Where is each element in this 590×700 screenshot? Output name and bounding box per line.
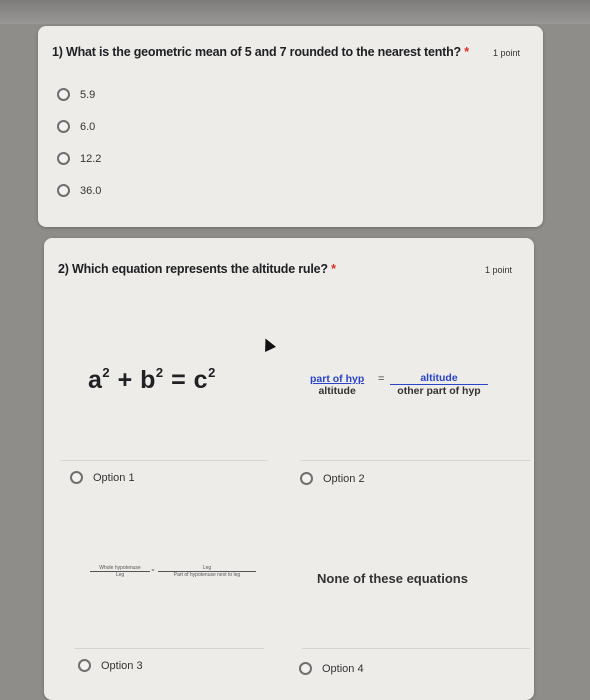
eq-b: b [140,366,156,394]
eq-plus: + [110,366,141,394]
eq-b-exponent: 2 [155,364,164,380]
radio-button-icon[interactable] [70,471,83,484]
top-edge [0,0,590,24]
q1-option-3[interactable] [57,152,101,165]
option-2-right-fraction [390,372,488,397]
option-3-left-fraction [90,565,150,578]
question-1-card [38,26,543,227]
option-3-left-numerator: Whole hypotenuse [90,565,150,572]
q2-option-4-label: Option 4 [322,662,364,675]
question-1-title [52,45,469,59]
radio-button-icon[interactable] [57,184,70,197]
option-2-right-numerator: altitude [390,372,488,385]
q1-option-1[interactable] [57,88,95,101]
q2-option-3-label: Option 3 [101,659,143,672]
option-3-right-fraction [158,565,256,578]
radio-button-icon[interactable] [57,120,70,133]
q2-option-2[interactable] [300,472,365,485]
option-1-underline [60,460,268,461]
q1-option-2[interactable] [57,120,95,133]
q2-option-1[interactable] [70,471,135,484]
question-2-text: 2) Which equation represents the altitude rule? [58,262,328,276]
q1-option-3-label: 12.2 [80,152,102,165]
q1-option-1-label: 5.9 [80,88,96,101]
option-2-left-numerator: part of hyp [310,373,365,385]
radio-button-icon[interactable] [57,88,70,101]
q1-option-4-label: 36.0 [80,184,102,197]
option-2-left-fraction [310,373,364,397]
option-2-equals-sign: = [378,373,385,385]
q1-option-4[interactable] [57,184,101,197]
eq-equals: = [163,366,194,394]
required-asterisk: * [331,262,336,276]
question-2-card [44,238,534,700]
option-3-underline [74,648,264,649]
q2-option-1-label: Option 1 [93,471,135,484]
option-2-underline [300,460,530,461]
radio-button-icon[interactable] [57,152,70,165]
question-2-title [58,262,336,276]
radio-button-icon[interactable] [300,472,313,485]
q1-option-2-label: 6.0 [80,120,96,133]
option-3-left-denominator: Leg [115,572,125,578]
option-2-left-denominator: altitude [318,385,356,397]
option-4-text-image: None of these equations [317,571,468,586]
option-3-right-denominator: Part of hypotenuse next to leg [173,572,241,578]
q2-option-2-label: Option 2 [323,472,365,485]
mouse-cursor-icon [260,336,276,352]
radio-button-icon[interactable] [299,662,312,675]
eq-a-exponent: 2 [102,364,111,380]
eq-c-exponent: 2 [208,364,216,380]
radio-button-icon[interactable] [78,659,91,672]
eq-a: a [88,366,103,394]
option-4-underline [302,648,530,649]
q2-option-4[interactable] [299,662,364,675]
question-2-points: 1 point [485,265,513,275]
q2-option-3[interactable] [78,659,143,672]
question-1-text: 1) What is the geometric mean of 5 and 7 rounded to the nearest tenth? [52,45,461,59]
option-3-right-numerator: Leg [158,565,256,572]
question-1-points: 1 point [493,48,521,58]
eq-c: c [193,366,209,394]
option-3-equals-sign: = [151,568,155,574]
option-1-equation-image [88,366,216,395]
option-2-right-denominator: other part of hyp [397,385,481,397]
required-asterisk: * [464,45,469,59]
